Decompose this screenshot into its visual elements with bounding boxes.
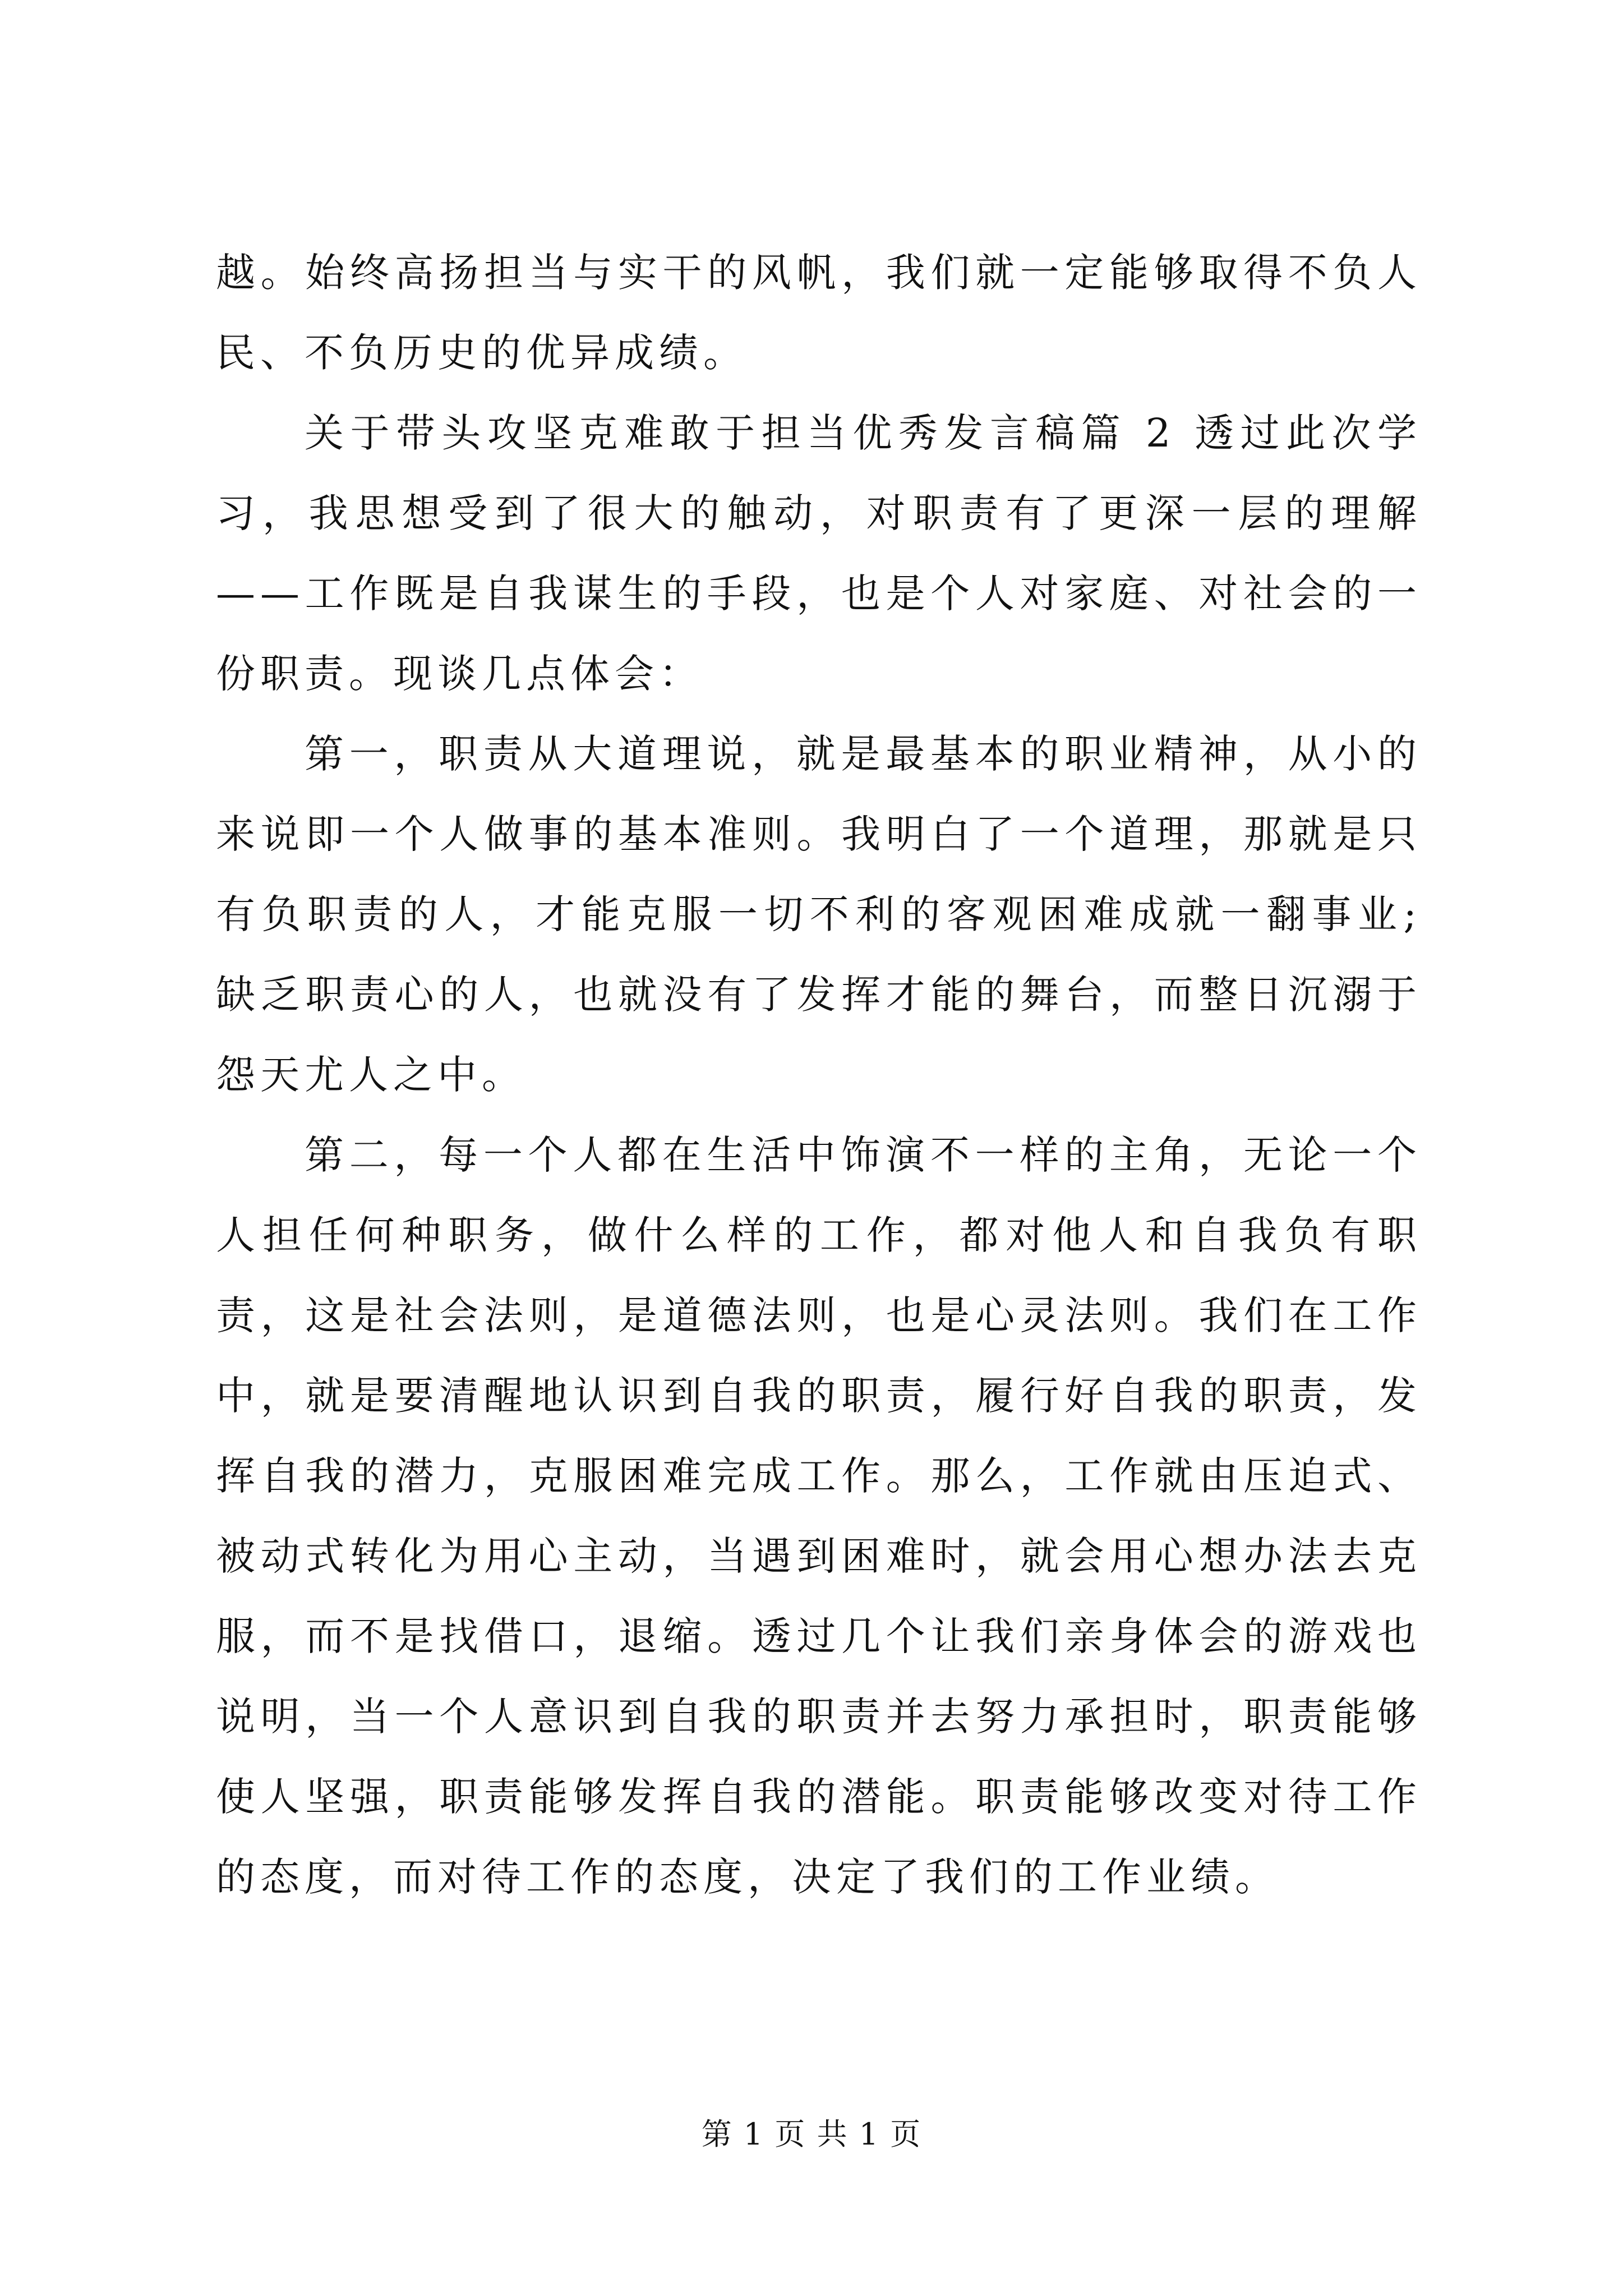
paragraph-intro: 关于带头攻坚克难敢于担当优秀发言稿篇 2 透过此次学习，我思想受到了很大的触动，对职责有了更深一层的理解——工作既是自我谋生的手段，也是个人对家庭、对社会的一份职责。现谈几点体会： [216, 410, 1422, 697]
page-number-footer: 第 1 页 共 1 页 [701, 2116, 922, 2152]
document-body [216, 233, 1422, 1917]
paragraph-first-point: 第一，职责从大道理说，就是最基本的职业精神，从小的来说即一个人做事的基本准则。我明白了一个道理，那就是只有负职责的人，才能克服一切不利的客观困难成就一翻事业;缺乏职责心的人，也就没有了发挥才能的舞台，而整日沉溺于怨天尤人之中。 [216, 731, 1422, 1098]
paragraph-continuation: 越。始终高扬担当与实干的风帆，我们就一定能够取得不负人民、不负历史的优异成绩。 [216, 250, 1422, 376]
paragraph-second-point: 第二，每一个人都在生活中饰演不一样的主角，无论一个人担任何种职务，做什么样的工作，都对他人和自我负有职责，这是社会法则，是道德法则，也是心灵法则。我们在工作中，就是要清醒地认识到自我的职责，履行好自我的职责，发挥自我的潜力，克服困难完成工作。那么，工作就由压迫式、被动式转化为用心主动，当遇到困难时，就会用心想办法去克服，而不是找借口，退缩。透过几个让我们亲身体会的游戏也说明，当一个人意识到自我的职责并去努力承担时，职责能够使人坚强，职责能够发挥自我的潜能。职责能够改变对待工作的态度，而对待工作的态度，决定了我们的工作业绩。 [216, 1132, 1422, 1900]
